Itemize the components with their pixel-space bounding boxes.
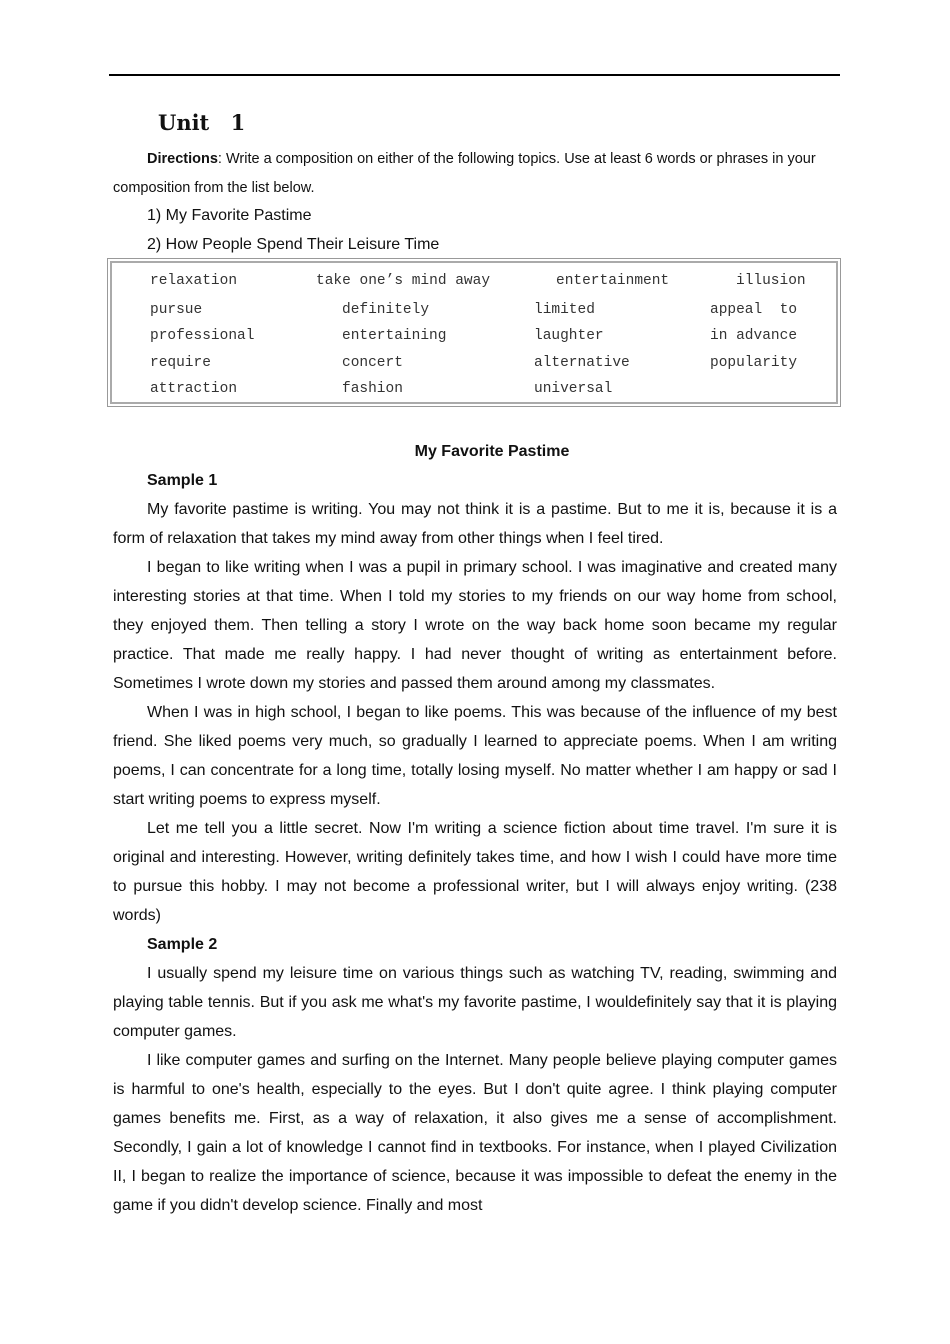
word-list-item: definitely (342, 302, 430, 318)
word-list-item: professional (150, 328, 255, 344)
word-list-item: concert (342, 355, 403, 371)
word-list-item: in advance (710, 328, 798, 344)
word-list-item: entertaining (342, 328, 447, 344)
word-list-item: popularity (710, 355, 798, 371)
paragraph: Let me tell you a little secret. Now I'm writing a science fiction about time travel. I'm sure it is original and interesting. However, writing definitely takes time, and how I wish I could have more time to pursue this hobby. I may not become a professional writer, but I will always enjoy writing. (238 words) (113, 820, 837, 924)
word-list-item: illusion (736, 273, 806, 289)
word-list-item: attraction (150, 381, 238, 397)
topic-1: 1) My Favorite Pastime (147, 207, 312, 224)
paragraph: I usually spend my leisure time on various things such as watching TV, reading, swimming and playing table tennis. But if you ask me what's my favorite pastime, I wouldefinitely say that it is playing computer games. (113, 965, 837, 1040)
sample-label: Sample 1 (147, 472, 218, 489)
sample-label: Sample 2 (147, 936, 218, 953)
word-list-item: alternative (534, 355, 630, 371)
word-list-item: laughter (534, 328, 604, 344)
word-list-item: fashion (342, 381, 403, 397)
essay-title: My Favorite Pastime (414, 443, 570, 460)
paragraph: My favorite pastime is writing. You may not think it is a pastime. But to me it is, because it is a form of relaxation that takes my mind away from other things when I feel tired. (113, 501, 837, 547)
word-list-item: require (150, 355, 211, 371)
word-list-item: pursue (150, 302, 203, 318)
word-list-box (107, 258, 841, 407)
paragraph: I began to like writing when I was a pupil in primary school. I was imaginative and created many interesting stories at that time. When I told my stories to my friends on our way home from school, they enjoyed them. Then telling a story I wrote on the way back home soon became my regular practice. That made me really happy. I had never thought of writing as entertainment before. Sometimes I wrote down my stories and passed them around among my classmates. (113, 559, 837, 692)
directions (113, 145, 840, 203)
word-list-item: appeal to (710, 302, 798, 318)
word-list-item: entertainment (556, 273, 670, 289)
directions-label: Directions (147, 151, 218, 167)
paragraph: When I was in high school, I began to like poems. This was because of the influence of my best friend. She liked poems very much, so gradually I learned to appreciate poems. When I am writing poems, I can concentrate for a long time, totally losing myself. No matter whether I am happy or sad I start writing poems to express myself. (113, 704, 837, 808)
paragraph: I like computer games and surfing on the Internet. Many people believe playing computer games is harmful to one's health, especially to the eyes. But I don't quite agree. I think playing computer games benefits me. First, as a way of relaxation, it also gives me a sense of accomplishment. Secondly, I gain a lot of knowledge I cannot find in textbooks. For instance, when I played Civilization II, I began to realize the importance of science, because it was impossible to defeat the enemy in the game if you didn't develop science. Finally and most (113, 1052, 837, 1214)
unit-title: Unit 1 (158, 110, 246, 135)
directions-text: : Write a composition on either of the following topics. Use at least 6 words or phrases in your composition from the list below. (113, 151, 816, 196)
word-list-item: universal (534, 381, 613, 397)
essay-body (113, 466, 837, 1220)
word-list-item: relaxation (150, 273, 238, 289)
header-rule (109, 74, 840, 76)
word-list-item: take one’s mind away (316, 273, 491, 289)
topic-2: 2) How People Spend Their Leisure Time (147, 236, 440, 253)
word-list-item: limited (534, 302, 595, 318)
